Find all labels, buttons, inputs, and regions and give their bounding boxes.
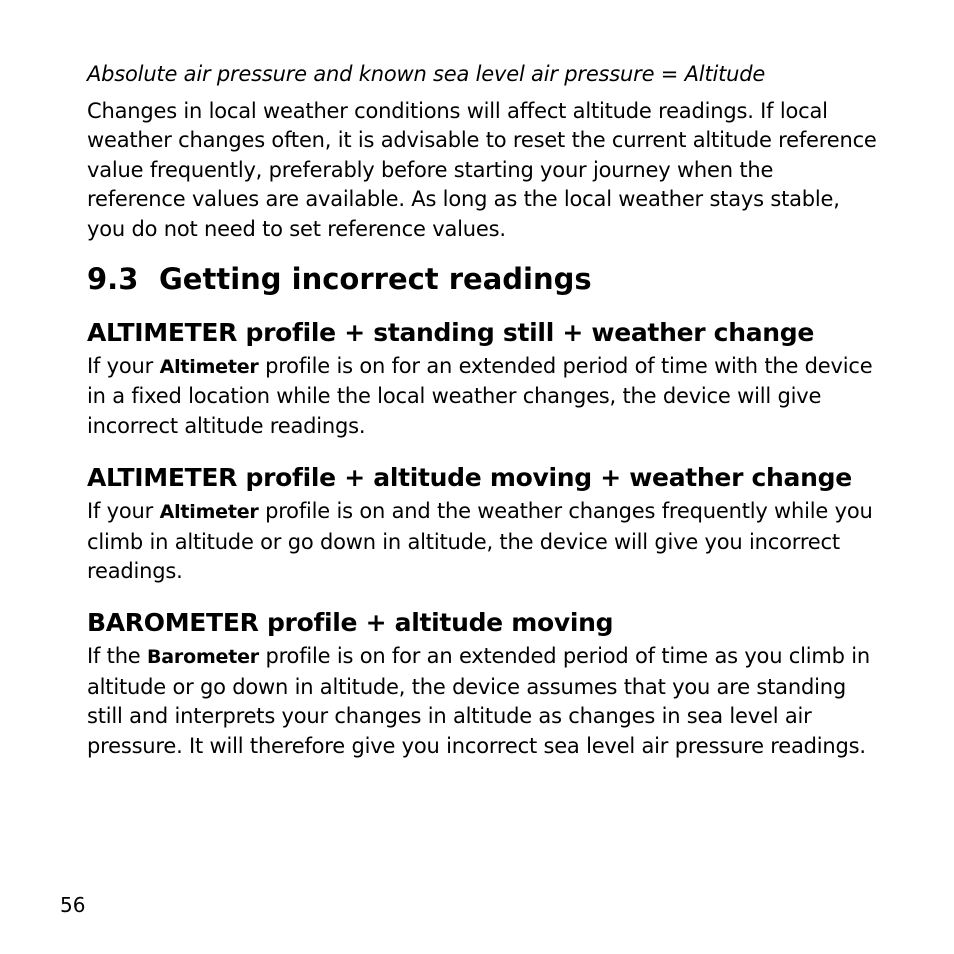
block-paragraph <box>87 642 877 761</box>
text-before: If your <box>87 354 160 379</box>
block-paragraph <box>87 497 877 586</box>
section-heading <box>87 262 877 296</box>
page-number: 56 <box>60 893 86 917</box>
altimeter-moving-block <box>87 460 877 586</box>
altitude-formula: Absolute air pressure and known sea level air pressure = Altitude <box>87 62 766 86</box>
subheading: ALTIMETER profile + altitude moving + weather change <box>87 463 852 493</box>
section-number: 9.3 <box>87 262 139 297</box>
block-paragraph <box>87 352 877 441</box>
text-after: profile is on for an extended period of time as you climb in altitude or go down in altitude, the device assumes that you are standing still and interprets your changes in altitude as changes in sea level air pressure. It will therefore give you incorrect sea level air pressure readings. <box>87 644 871 758</box>
page-content <box>87 60 877 780</box>
profile-name: Altimeter <box>159 501 259 524</box>
text-before: If your <box>87 499 160 524</box>
subheading: ALTIMETER profile + standing still + weather change <box>87 318 815 348</box>
altimeter-standing-still-block <box>87 315 877 441</box>
text-before: If the <box>87 644 148 669</box>
subheading: BAROMETER profile + altitude moving <box>87 608 614 638</box>
intro-paragraph: Changes in local weather conditions will affect altitude readings. If local weather changes often, it is advisable to reset the current altitude reference value frequently, preferably before starting your journey when the reference values are available. As long as the local weather stays stable, you do not need to set reference values. <box>87 99 877 241</box>
text-after: profile is on for an extended period of time with the device in a fixed location while the local weather changes, the device will give incorrect altitude readings. <box>87 354 873 438</box>
profile-name: Barometer <box>147 646 259 669</box>
barometer-moving-block <box>87 605 877 761</box>
text-after: profile is on and the weather changes frequently while you climb in altitude or go down in altitude, the device will give you incorrect readings. <box>87 499 873 584</box>
profile-name: Altimeter <box>159 356 259 379</box>
section-title: Getting incorrect readings <box>159 262 592 297</box>
